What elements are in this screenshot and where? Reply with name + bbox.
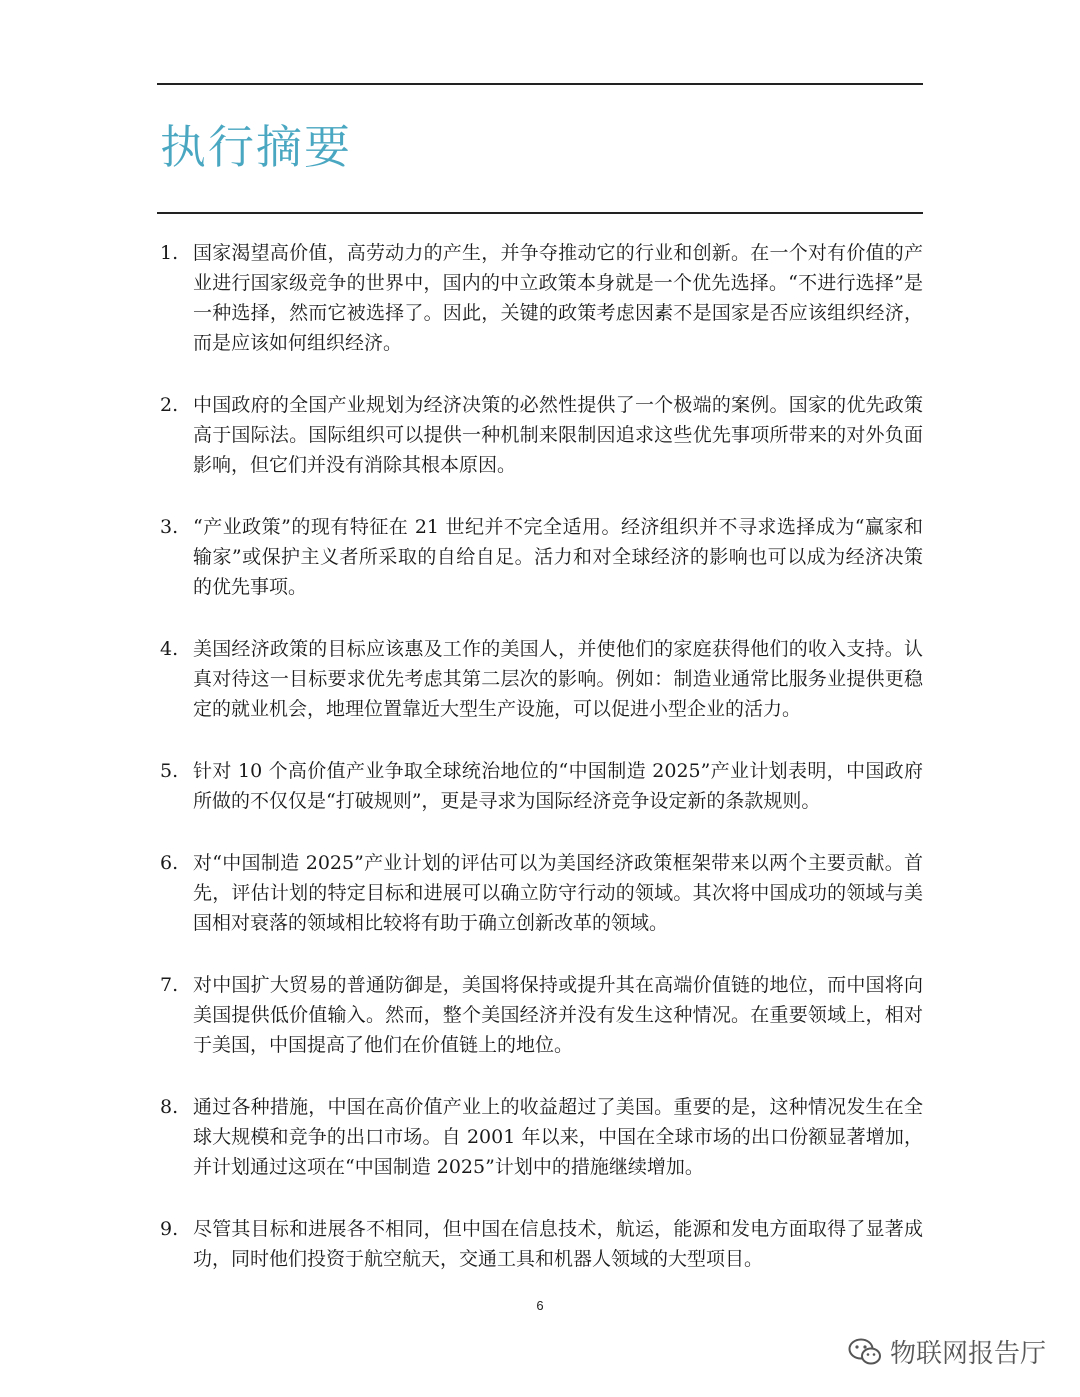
item-text: 国家渴望高价值，高劳动力的产生，并争夺推动它的行业和创新。在一个对有价值的产业进行国家级竞争的世界中，国内的中立政策本身就是一个优先选择。“不进行选择”是一种选择，然而它被选择了。因此，关键的政策考虑因素不是国家是否应该组织经济，而是应该如何组织经济。 <box>193 242 923 354</box>
list-item <box>157 390 923 480</box>
item-text: 针对 10 个高价值产业争取全球统治地位的“中国制造 2025”产业计划表明，中国政府所做的不仅仅是“打破规则”，更是寻求为国际经济竞争设定新的条款规则。 <box>193 760 923 812</box>
list-item <box>157 1214 923 1274</box>
item-text: 对“中国制造 2025”产业计划的评估可以为美国经济政策框架带来以两个主要贡献。首先，评估计划的特定目标和进展可以确立防守行动的领域。其次将中国成功的领域与美国相对衰落的领域相比较将有助于确立创新改革的领域。 <box>193 852 923 934</box>
list-item <box>157 1092 923 1182</box>
watermark <box>848 1333 1046 1370</box>
item-text: 尽管其目标和进展各不相同，但中国在信息技术，航运，能源和发电方面取得了显著成功，同时他们投资于航空航天，交通工具和机器人领域的大型项目。 <box>193 1218 923 1270</box>
wechat-icon <box>848 1338 882 1366</box>
list-item <box>157 848 923 938</box>
item-number: 1. <box>160 242 179 264</box>
watermark-text: 物联网报告厅 <box>889 1339 1046 1369</box>
title-rule <box>157 212 923 214</box>
item-number: 8. <box>160 1096 179 1118</box>
list-item <box>157 970 923 1060</box>
item-text: 通过各种措施，中国在高价值产业上的收益超过了美国。重要的是，这种情况发生在全球大规模和竞争的出口市场。自 2001 年以来，中国在全球市场的出口份额显著增加，并计划通过这项在“中国制造 2025”计划中的措施继续增加。 <box>193 1096 923 1178</box>
item-number: 6. <box>160 852 179 874</box>
list-item <box>157 634 923 724</box>
top-rule <box>157 83 923 85</box>
item-text: 中国政府的全国产业规划为经济决策的必然性提供了一个极端的案例。国家的优先政策高于国际法。国际组织可以提供一种机制来限制因追求这些优先事项所带来的对外负面影响，但它们并没有消除其根本原因。 <box>193 394 923 476</box>
item-number: 4. <box>160 638 179 660</box>
list-item <box>157 756 923 816</box>
page-title: 执行摘要 <box>160 120 352 174</box>
item-text: 对中国扩大贸易的普通防御是，美国将保持或提升其在高端价值链的地位，而中国将向美国提供低价值输入。然而，整个美国经济并没有发生这种情况。在重要领域上，相对于美国，中国提高了他们在价值链上的地位。 <box>193 974 923 1056</box>
list-item <box>157 512 923 602</box>
list-item <box>157 238 923 358</box>
page-number: 6 <box>536 1298 544 1313</box>
item-text: “产业政策”的现有特征在 21 世纪并不完全适用。经济组织并不寻求选择成为“赢家和输家”或保护主义者所采取的自给自足。活力和对全球经济的影响也可以成为经济决策的优先事项。 <box>193 516 923 598</box>
summary-list <box>157 238 923 1306</box>
item-text: 美国经济政策的目标应该惠及工作的美国人，并使他们的家庭获得他们的收入支持。认真对待这一目标要求优先考虑其第二层次的影响。例如：制造业通常比服务业提供更稳定的就业机会，地理位置靠近大型生产设施，可以促进小型企业的活力。 <box>193 638 923 720</box>
item-number: 3. <box>160 516 179 538</box>
item-number: 2. <box>160 394 179 416</box>
item-number: 9. <box>160 1218 179 1240</box>
item-number: 7. <box>160 974 179 996</box>
item-number: 5. <box>160 760 179 782</box>
